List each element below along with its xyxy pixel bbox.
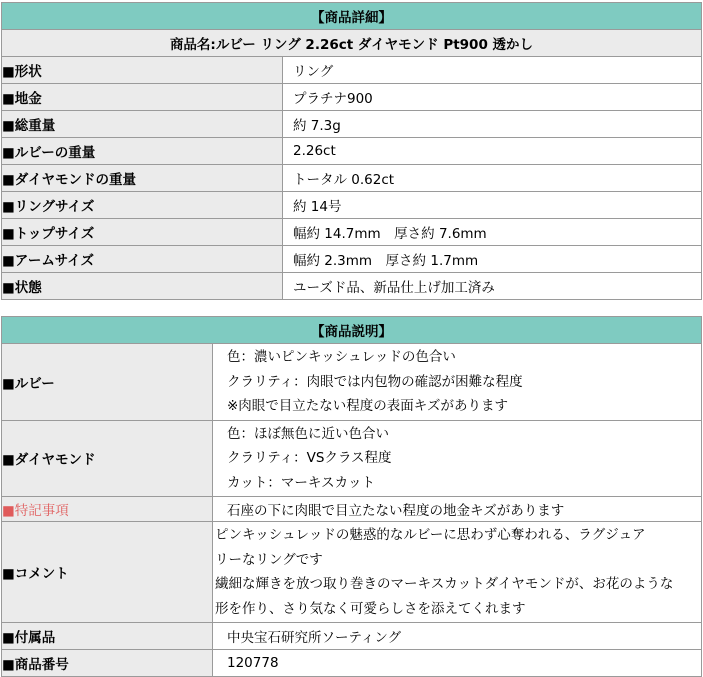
detail-row — [2, 57, 702, 84]
detail-row — [2, 165, 702, 192]
accessories-value: 中央宝石研究所ソーティング — [213, 623, 702, 650]
row-value-ruby-weight: 2.26ct — [283, 138, 702, 165]
row-label-arm-size: ■アームサイズ — [2, 246, 283, 273]
comment-line: リーなリングです — [215, 551, 323, 568]
diamond-line: クラリティ：VSクラス程度 — [227, 450, 392, 466]
desc-row-accessories — [2, 623, 702, 650]
row-value-condition: ユーズド品、新品仕上げ加工済み — [283, 273, 702, 300]
product-detail-table — [1, 2, 702, 300]
row-value-arm-size: 幅約 2.3mm 厚さ約 1.7mm — [283, 246, 702, 273]
row-value-ring-size: 約 14号 — [283, 192, 702, 219]
desc-row-product-number — [2, 650, 702, 677]
row-value-shape: リング — [283, 57, 702, 84]
diamond-line: カット：マーキスカット — [227, 474, 375, 491]
row-label-top-size: ■トップサイズ — [2, 219, 283, 246]
desc-row-diamond — [2, 420, 702, 497]
row-value-metal: プラチナ900 — [283, 84, 702, 111]
desc-row-special — [2, 497, 702, 522]
row-label-condition: ■状態 — [2, 273, 283, 300]
ruby-line: クラリティ：肉眼では内包物の確認が困難な程度 — [227, 373, 523, 390]
ruby-label: ■ルビー — [2, 344, 213, 421]
ruby-line: 色：濃いピンキッシュレッドの色合い — [227, 349, 456, 365]
comment-line: 形を作り、さり気なく可愛らしさを添えてくれます — [215, 600, 526, 617]
product-number-value: 120778 — [213, 650, 702, 677]
diamond-line: 色：ほぼ無色に近い色合い — [227, 425, 389, 442]
detail-row — [2, 111, 702, 138]
detail-header: 【商品詳細】 — [2, 3, 702, 30]
row-value-top-size: 幅約 14.7mm 厚さ約 7.6mm — [283, 219, 702, 246]
desc-row-ruby — [2, 344, 702, 421]
row-label-diamond-weight: ■ダイヤモンドの重量 — [2, 165, 283, 192]
product-number-label: ■商品番号 — [2, 650, 213, 677]
row-value-total-weight: 約 7.3g — [283, 111, 702, 138]
special-value: 石座の下に肉眼で目立たない程度の地金キズがあります — [213, 497, 702, 522]
detail-row — [2, 138, 702, 165]
comment-text — [213, 522, 702, 623]
description-header: 【商品説明】 — [2, 317, 702, 344]
row-label-shape: ■形状 — [2, 57, 283, 84]
diamond-label: ■ダイヤモンド — [2, 420, 213, 497]
detail-row — [2, 192, 702, 219]
row-label-total-weight: ■総重量 — [2, 111, 283, 138]
product-description-table — [1, 316, 702, 677]
row-label-ring-size: ■リングサイズ — [2, 192, 283, 219]
row-label-ruby-weight: ■ルビーの重量 — [2, 138, 283, 165]
accessories-label: ■付属品 — [2, 623, 213, 650]
detail-row — [2, 246, 702, 273]
ruby-line: ※肉眼で目立たない程度の表面キズがあります — [227, 398, 509, 414]
special-label: ■特記事項 — [2, 497, 213, 522]
detail-row — [2, 273, 702, 300]
comment-line: ピンキッシュレッドの魅惑的なルビーに思わず心奪われる、ラグジュア — [215, 527, 646, 543]
row-value-diamond-weight: トータル 0.62ct — [283, 165, 702, 192]
row-label-metal: ■地金 — [2, 84, 283, 111]
detail-row — [2, 84, 702, 111]
comment-label: ■コメント — [2, 522, 213, 623]
diamond-details — [213, 420, 702, 497]
ruby-details — [213, 344, 702, 421]
detail-row — [2, 219, 702, 246]
desc-row-comment — [2, 522, 702, 623]
product-title: 商品名:ルビー リング 2.26ct ダイヤモンド Pt900 透かし — [2, 30, 702, 57]
comment-line: 繊細な輝きを放つ取り巻きのマーキスカットダイヤモンドが、お花のような — [215, 576, 674, 592]
